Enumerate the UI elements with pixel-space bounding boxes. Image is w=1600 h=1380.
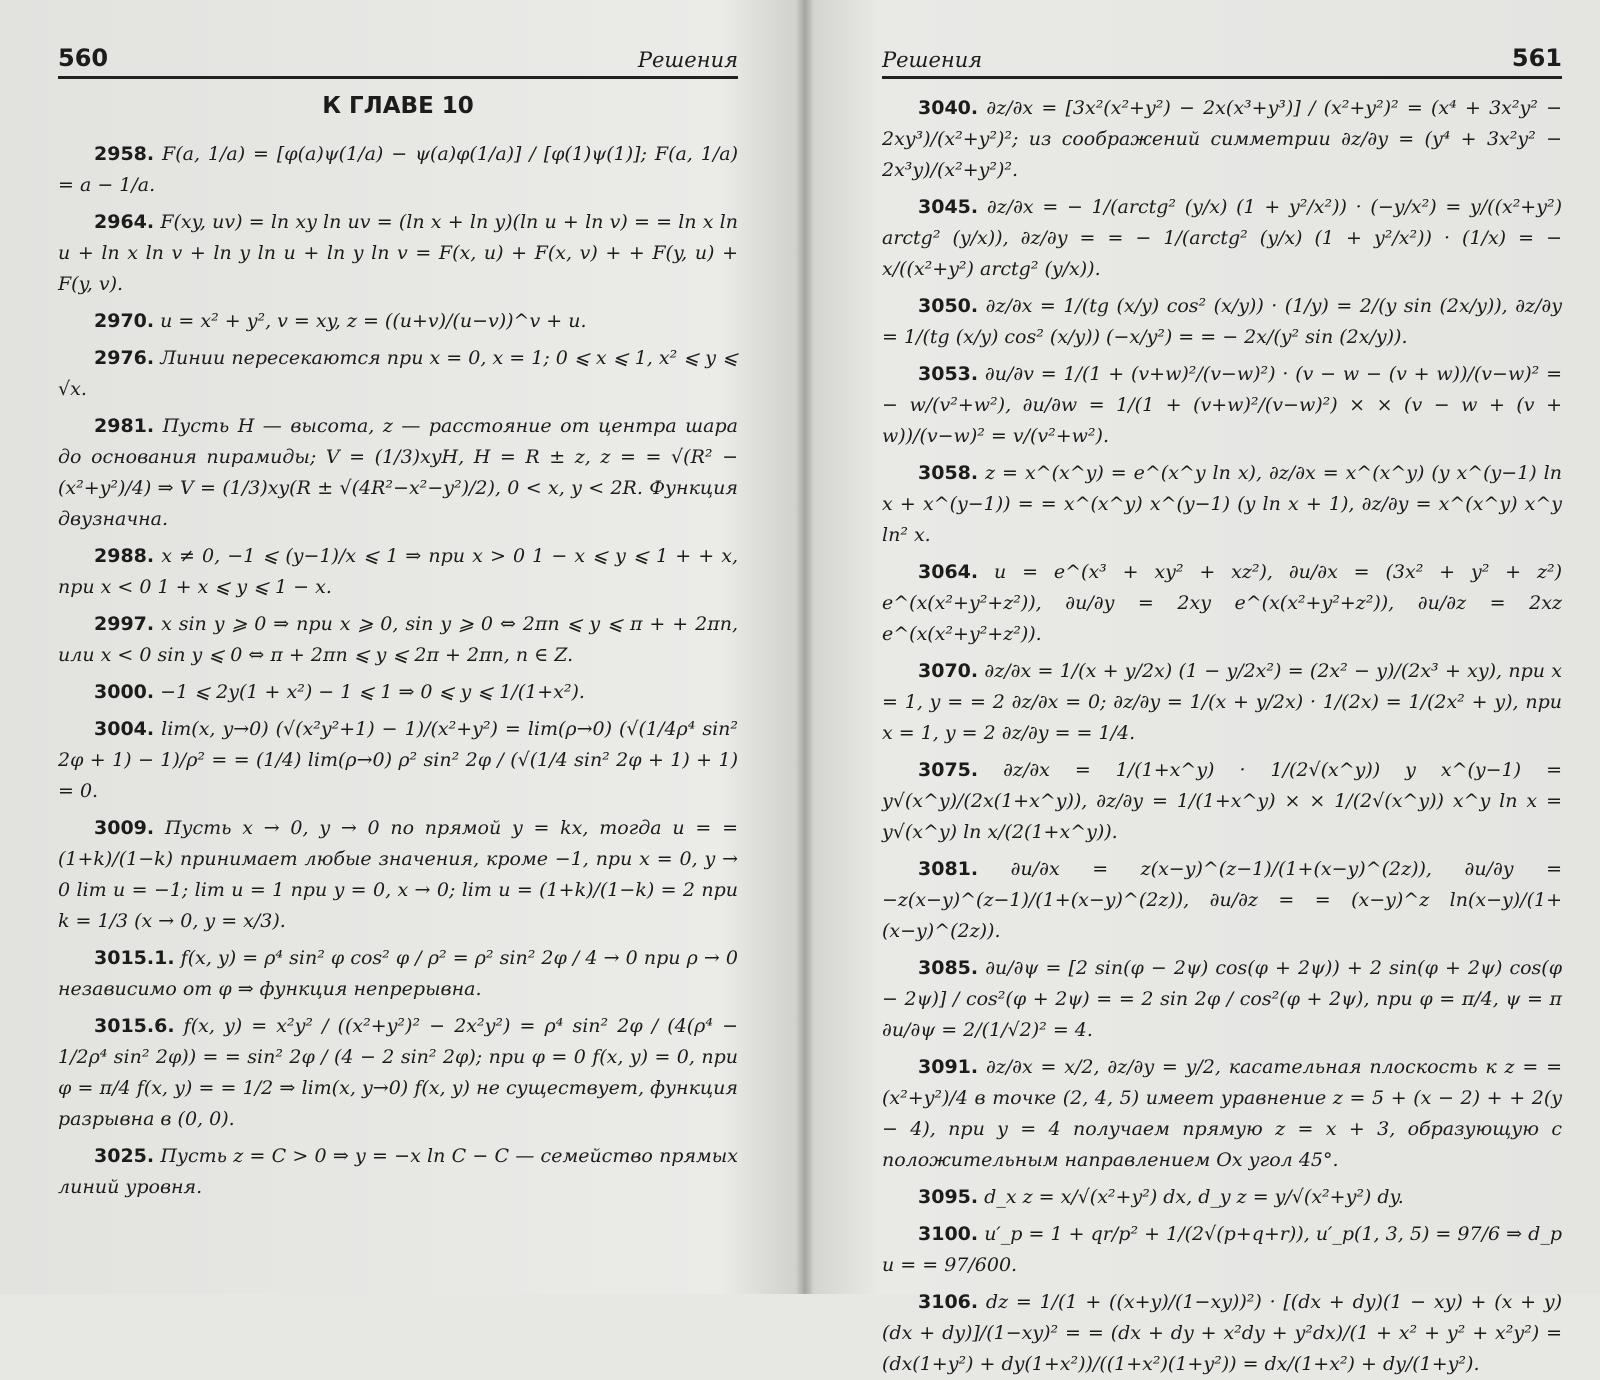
problem-list (58, 139, 738, 1203)
page-number: 561 (1511, 44, 1562, 72)
solution-entry (882, 458, 1562, 551)
problem-number: 3085. (918, 957, 979, 979)
problem-number: 2976. (94, 347, 155, 369)
solution-entry (58, 943, 738, 1005)
book-gutter (796, 0, 814, 1294)
problem-number: 3025. (94, 1145, 155, 1167)
problem-number: 3058. (918, 462, 979, 484)
solution-text: f(x, y) = ρ⁴ sin² φ cos² φ / ρ² = ρ² sin² 2φ / 4 → 0 при ρ → 0 независимо от φ ⇒ функция непрерывна. (58, 947, 738, 1000)
solution-entry (882, 1219, 1562, 1281)
problem-number: 2988. (94, 545, 155, 567)
right-page (882, 30, 1563, 1375)
problem-number: 3045. (918, 196, 979, 218)
solution-text: u = x² + y², v = xy, z = ((u+v)/(u−v))^v + u. (160, 310, 587, 332)
left-page (58, 30, 738, 1270)
solution-text: Пусть z = C > 0 ⇒ y = −x ln C − C — семейство прямых линий уровня. (58, 1145, 738, 1198)
problem-number: 3050. (918, 295, 979, 317)
problem-number: 3004. (94, 718, 155, 740)
problem-list (882, 93, 1562, 1380)
problem-number: 3095. (918, 1186, 979, 1208)
solution-entry (58, 541, 738, 603)
solution-entry (882, 557, 1562, 650)
solution-text: f(x, y) = x²y² / ((x²+y²)² − 2x²y²) = ρ⁴ sin² 2φ / (4(ρ⁴ − 1/2ρ⁴ sin² 2φ)) = = sin² 2φ / (4 − 2 sin² 2φ); при φ = 0 f(x, y) = 0, при φ = π/4 f(x, y) = = 1/2 ⇒ lim(x, y→0) f(x, y) не существует, функция разрывна в (0, 0). (58, 1015, 739, 1130)
running-title: Решения (637, 48, 738, 72)
solution-text: ∂z/∂x = − 1/(arctg² (y/x) (1 + y²/x²)) · (−y/x²) = y/((x²+y²) arctg² (y/x)), ∂z/∂y = = − 1/(arctg² (y/x) (1 + y²/x²)) · (1/x) = − x/((x²+y²) arctg² (y/x)). (882, 196, 1562, 280)
problem-number: 2964. (94, 211, 155, 233)
solution-text: z = x^(x^y) = e^(x^y ln x), ∂z/∂x = x^(x^y) (y x^(y−1) ln x + x^(y−1)) = = x^(x^y) x^(y−1) (y ln x + 1), ∂z/∂y = x^(x^y) x^y ln² x. (882, 462, 1562, 546)
problem-number: 3040. (918, 97, 979, 119)
solution-entry (58, 1011, 738, 1135)
chapter-heading: К ГЛАВЕ 10 (322, 93, 474, 119)
solution-text: ∂z/∂x = 1/(1+x^y) · 1/(2√(x^y)) y x^(y−1) = y√(x^y)/(2x(1+x^y)), ∂z/∂y = 1/(1+x^y) × × 1/(2√(x^y)) x^y ln x = y√(x^y) ln x/(2(1+x^y)). (882, 759, 1562, 843)
solution-entry (882, 656, 1562, 749)
solution-text: x ≠ 0, −1 ⩽ (y−1)/x ⩽ 1 ⇒ при x > 0 1 − x ⩽ y ⩽ 1 + + x, при x < 0 1 + x ⩽ y ⩽ 1 − x. (58, 545, 739, 598)
left-page-header (58, 30, 738, 79)
solution-entry (882, 291, 1562, 353)
problem-number: 3009. (94, 817, 155, 839)
solution-entry (882, 93, 1562, 186)
solution-text: ∂z/∂x = 1/(tg (x/y) cos² (x/y)) · (1/y) = 2/(y sin (2x/y)), ∂z/∂y = 1/(tg (x/y) cos² (x/y)) (−x/y²) = = − 2x/(y² sin (2x/y)). (882, 295, 1562, 348)
problem-number: 3091. (918, 1056, 979, 1078)
solution-entry (58, 411, 738, 535)
solution-entry (58, 207, 738, 300)
problem-number: 2970. (94, 310, 155, 332)
solution-text: ∂u/∂v = 1/(1 + (v+w)²/(v−w)²) · (v − w − (v + w))/(v−w)² = − w/(v²+w²), ∂u/∂w = 1/(1 + (v+w)²/(v−w)²) × × (v − w + (v + w))/(v−w)² = v/(v²+w²). (882, 363, 1562, 447)
solution-text: Линии пересекаются при x = 0, x = 1; 0 ⩽ x ⩽ 1, x² ⩽ y ⩽ √x. (58, 347, 738, 400)
solution-text: ∂z/∂x = 1/(x + y/2x) (1 − y/2x²) = (2x² − y)/(2x³ + xy), при x = 1, y = = 2 ∂z/∂x = 0; ∂z/∂y = 1/(x + y/2x) · 1/(2x) = 1/(2x² + y), при x = 1, y = 2 ∂z/∂y = = 1/4. (882, 660, 1562, 744)
solution-text: −1 ⩽ 2y(1 + x²) − 1 ⩽ 1 ⇒ 0 ⩽ y ⩽ 1/(1+x²). (160, 681, 585, 703)
solution-entry (58, 714, 738, 807)
running-title: Решения (882, 48, 983, 72)
problem-number: 3081. (918, 858, 979, 880)
problem-number: 2997. (94, 613, 155, 635)
solution-entry (882, 1287, 1562, 1380)
solution-text: F(a, 1/a) = [φ(a)ψ(1/a) − ψ(a)φ(1/a)] / [φ(1)ψ(1)]; F(a, 1/a) = a − 1/a. (58, 143, 738, 196)
solution-text: Пусть x → 0, y → 0 по прямой y = kx, тогда u = = (1+k)/(1−k) принимает любые значения, кроме −1, при x = 0, y → 0 lim u = −1; lim u = 1 при y = 0, x → 0; lim u = (1+k)/(1−k) = 2 при k = 1/3 (x → 0, y = x/3). (58, 817, 739, 932)
solution-entry (882, 1052, 1562, 1176)
right-page-header (882, 30, 1562, 79)
solution-text: ∂z/∂x = x/2, ∂z/∂y = y/2, касательная плоскость к z = = (x²+y²)/4 в точке (2, 4, 5) имеет уравнение z = 5 + (x − 2) + + 2(y − 4), при y = 4 получаем прямую z = x + 3, образующую с положительным направлением Ox угол 45°. (882, 1056, 1562, 1171)
solution-text: dz = 1/(1 + ((x+y)/(1−xy))²) · [(dx + dy)(1 − xy) + (x + y)(dx + dy)]/(1−xy)² = = (dx + dy + x²dy + y²dx)/(1 + x² + y² + x²y²) = (dx(1+y²) + dy(1+x²))/((1+x²)(1+y²)) = dx/(1+x²) + dy/(1+y²). (882, 1291, 1562, 1375)
solution-text: lim(x, y→0) (√(x²y²+1) − 1)/(x²+y²) = lim(ρ→0) (√(1/4ρ⁴ sin² 2φ + 1) − 1)/ρ² = = (1/4) lim(ρ→0) ρ² sin² 2φ / (√(1/4 sin² 2φ + 1) + 1) = 0. (58, 718, 738, 802)
solution-text: u = e^(x³ + xy² + xz²), ∂u/∂x = (3x² + y² + z²) e^(x(x²+y²+z²)), ∂u/∂y = 2xy e^(x(x²+y²+z²)), ∂u/∂z = 2xz e^(x(x²+y²+z²)). (882, 561, 1563, 645)
solution-text: x sin y ⩾ 0 ⇒ при x ⩾ 0, sin y ⩾ 0 ⇔ 2πn ⩽ y ⩽ π + + 2πn, или x < 0 sin y ⩽ 0 ⇔ π + 2πn ⩽ y ⩽ 2π + 2πn, n ∈ Z. (58, 613, 738, 666)
problem-number: 3070. (918, 660, 979, 682)
solution-entry (58, 813, 738, 937)
problem-number: 2981. (94, 415, 155, 437)
solution-entry (58, 677, 738, 708)
solution-entry (882, 192, 1562, 285)
problem-number: 3000. (94, 681, 155, 703)
problem-number: 3075. (918, 759, 979, 781)
solution-entry (882, 953, 1562, 1046)
problem-number: 3100. (918, 1223, 979, 1245)
solution-entry (882, 1182, 1562, 1213)
solution-text: u′_p = 1 + qr/p² + 1/(2√(p+q+r)), u′_p(1, 3, 5) = 97/6 ⇒ d_p u = = 97/600. (882, 1223, 1562, 1276)
solution-text: d_x z = x/√(x²+y²) dx, d_y z = y/√(x²+y²) dy. (984, 1186, 1404, 1208)
problem-number: 2958. (94, 143, 155, 165)
problem-number: 3064. (918, 561, 979, 583)
problem-number: 3015.1. (94, 947, 175, 969)
solution-entry (58, 306, 738, 337)
solution-entry (58, 609, 738, 671)
solution-entry (882, 359, 1562, 452)
page-number: 560 (58, 44, 109, 72)
problem-number: 3015.6. (94, 1015, 175, 1037)
solution-entry (58, 343, 738, 405)
solution-text: ∂u/∂x = z(x−y)^(z−1)/(1+(x−y)^(2z)), ∂u/∂y = −z(x−y)^(z−1)/(1+(x−y)^(2z)), ∂u/∂z = = (x−y)^z ln(x−y)/(1+(x−y)^(2z)). (882, 858, 1562, 942)
solution-text: F(xy, uv) = ln xy ln uv = (ln x + ln y)(ln u + ln v) = = ln x ln u + ln x ln v + ln y ln u + ln y ln v = F(x, u) + F(x, v) + + F(y, u) + F(y, v). (58, 211, 738, 295)
problem-number: 3053. (918, 363, 979, 385)
solution-text: ∂u/∂ψ = [2 sin(φ − 2ψ) cos(φ + 2ψ)) + 2 sin(φ + 2ψ) cos(φ − 2ψ)] / cos²(φ + 2ψ) = = 2 sin 2φ / cos²(φ + 2ψ), при φ = π/4, ψ = π ∂u/∂ψ = 2/(1/√2)² = 4. (882, 957, 1562, 1041)
solution-entry (58, 1141, 738, 1203)
solution-entry (58, 139, 738, 201)
solution-entry (882, 755, 1562, 848)
solution-text: ∂z/∂x = [3x²(x²+y²) − 2x(x³+y³)] / (x²+y²)² = (x⁴ + 3x²y² − 2xy³)/(x²+y²)²; из соображений симметрии ∂z/∂y = (y⁴ + 3x²y² − 2x³y)/(x²+y²)². (882, 97, 1562, 181)
solution-entry (882, 854, 1562, 947)
solution-text: Пусть H — высота, z — расстояние от центра шара до основания пирамиды; V = (1/3)xyH, H = R ± z, z = = √(R² − (x²+y²)/4) ⇒ V = (1/3)xy(R ± √(4R²−x²−y²)/2), 0 < x, y < 2R. Функция двузначна. (58, 415, 738, 530)
problem-number: 3106. (918, 1291, 979, 1313)
